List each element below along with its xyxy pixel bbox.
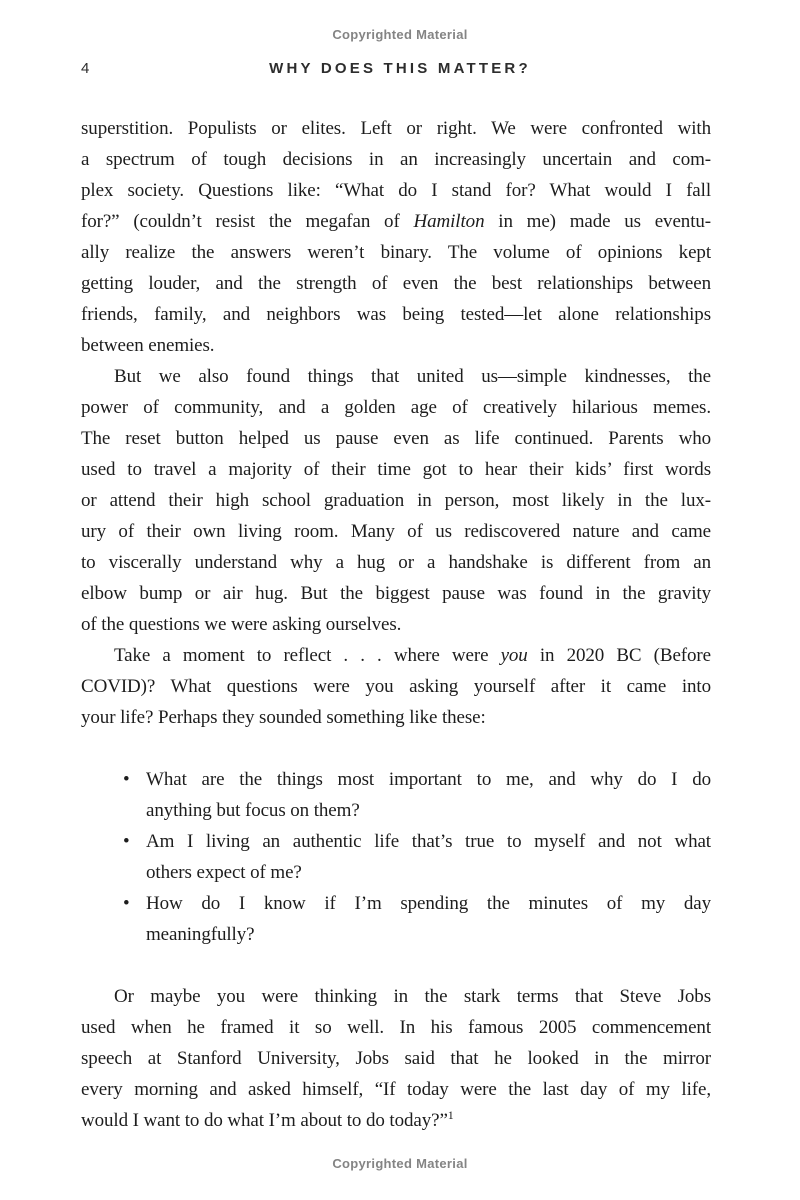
text-line: [81, 671, 711, 702]
text-segment: The reset button helped us pause even as life continued. Parents who: [81, 428, 711, 449]
text-line: [146, 857, 711, 888]
paragraph: [81, 113, 711, 361]
text-line: [81, 1043, 711, 1074]
text-segment: friends, family, and neighbors was being tested—let alone relationships: [81, 304, 711, 325]
text-segment: ally realize the answers weren’t binary. The volume of opinions kept: [81, 242, 711, 263]
running-head-title: WHY DOES THIS MATTER?: [269, 60, 531, 77]
text-line: [81, 392, 711, 423]
text-segment: would I want to do what I’m about to do today?”: [81, 1110, 448, 1131]
text-segment: Am I living an authentic life that’s true to myself and not what: [146, 831, 711, 852]
text-line: [81, 299, 711, 330]
text-line: [81, 547, 711, 578]
text-line: [81, 175, 711, 206]
text-segment: between enemies.: [81, 335, 215, 356]
text-segment: every morning and asked himself, “If today were the last day of my life,: [81, 1079, 711, 1100]
text-segment: 1: [447, 1108, 454, 1122]
text-segment: used when he framed it so well. In his famous 2005 commencement: [81, 1017, 711, 1038]
text-segment: in 2020 BC (Before: [527, 645, 711, 666]
bullet-list: [81, 764, 711, 950]
text-segment: elbow bump or air hug. But the biggest pause was found in the gravity: [81, 583, 711, 604]
text-segment: What are the things most important to me, and why do I do: [146, 769, 711, 790]
bullet-icon: •: [123, 893, 130, 914]
text-segment: How do I know if I’m spending the minutes of my day: [146, 893, 711, 914]
text-segment: used to travel a majority of their time got to hear their kids’ first words: [81, 459, 711, 480]
text-segment: or attend their high school graduation in person, most likely in the lux-: [81, 490, 711, 511]
text-segment: But we also found things that united us—simple kindnesses, the: [114, 366, 711, 387]
text-segment: you: [500, 645, 528, 666]
text-line: [81, 206, 711, 237]
text-line: [81, 485, 711, 516]
text-line: [81, 237, 711, 268]
text-line: [146, 826, 711, 857]
text-line: [146, 764, 711, 795]
text-segment: to viscerally understand why a hug or a handshake is different from an: [81, 552, 711, 573]
text-line: [81, 454, 711, 485]
text-segment: Hamilton: [413, 211, 485, 232]
text-segment: superstition. Populists or elites. Left or right. We were confronted with: [81, 118, 711, 139]
text-line: [81, 1012, 711, 1043]
copyright-notice-top: Copyrighted Material: [332, 27, 468, 42]
text-segment: anything but focus on them?: [146, 800, 360, 821]
text-segment: Or maybe you were thinking in the stark terms that Steve Jobs: [114, 986, 711, 1007]
copyright-notice-bottom: Copyrighted Material: [332, 1156, 468, 1171]
page-number: 4: [81, 60, 90, 77]
text-segment: in me) made us eventu-: [484, 211, 711, 232]
bullet-item: [81, 826, 711, 888]
text-line: [81, 330, 711, 361]
paragraph: [81, 981, 711, 1136]
text-line: [81, 640, 711, 671]
text-segment: of the questions we were asking ourselves.: [81, 614, 402, 635]
text-segment: speech at Stanford University, Jobs said that he looked in the mirror: [81, 1048, 711, 1069]
text-line: [81, 144, 711, 175]
text-segment: for?” (couldn’t resist the megafan of: [81, 211, 414, 232]
text-line: [146, 888, 711, 919]
bullet-icon: •: [123, 769, 130, 790]
text-line: [81, 516, 711, 547]
text-segment: your life? Perhaps they sounded something like these:: [81, 707, 486, 728]
text-line: [81, 1074, 711, 1105]
bullet-icon: •: [123, 831, 130, 852]
text-segment: meaningfully?: [146, 924, 255, 945]
text-line: [81, 702, 711, 733]
text-line: [146, 919, 711, 950]
text-line: [81, 113, 711, 144]
text-line: [146, 795, 711, 826]
text-line: [81, 981, 711, 1012]
text-line: [81, 423, 711, 454]
text-line: [81, 361, 711, 392]
text-segment: power of community, and a golden age of creatively hilarious memes.: [81, 397, 711, 418]
text-segment: COVID)? What questions were you asking yourself after it came into: [81, 676, 711, 697]
bullet-item: [81, 764, 711, 826]
text-line: [81, 578, 711, 609]
paragraph: [81, 640, 711, 733]
paragraph: [81, 361, 711, 640]
text-line: [81, 609, 711, 640]
text-segment: others expect of me?: [146, 862, 302, 883]
bullet-item: [81, 888, 711, 950]
text-line: [81, 268, 711, 299]
text-segment: a spectrum of tough decisions in an increasingly uncertain and com-: [81, 149, 711, 170]
text-line: [81, 1105, 711, 1136]
text-segment: Take a moment to reflect . . . where were: [114, 645, 501, 666]
text-segment: ury of their own living room. Many of us rediscovered nature and came: [81, 521, 711, 542]
text-segment: plex society. Questions like: “What do I stand for? What would I fall: [81, 180, 711, 201]
body-text: [81, 113, 711, 1136]
text-segment: getting louder, and the strength of even the best relationships between: [81, 273, 711, 294]
